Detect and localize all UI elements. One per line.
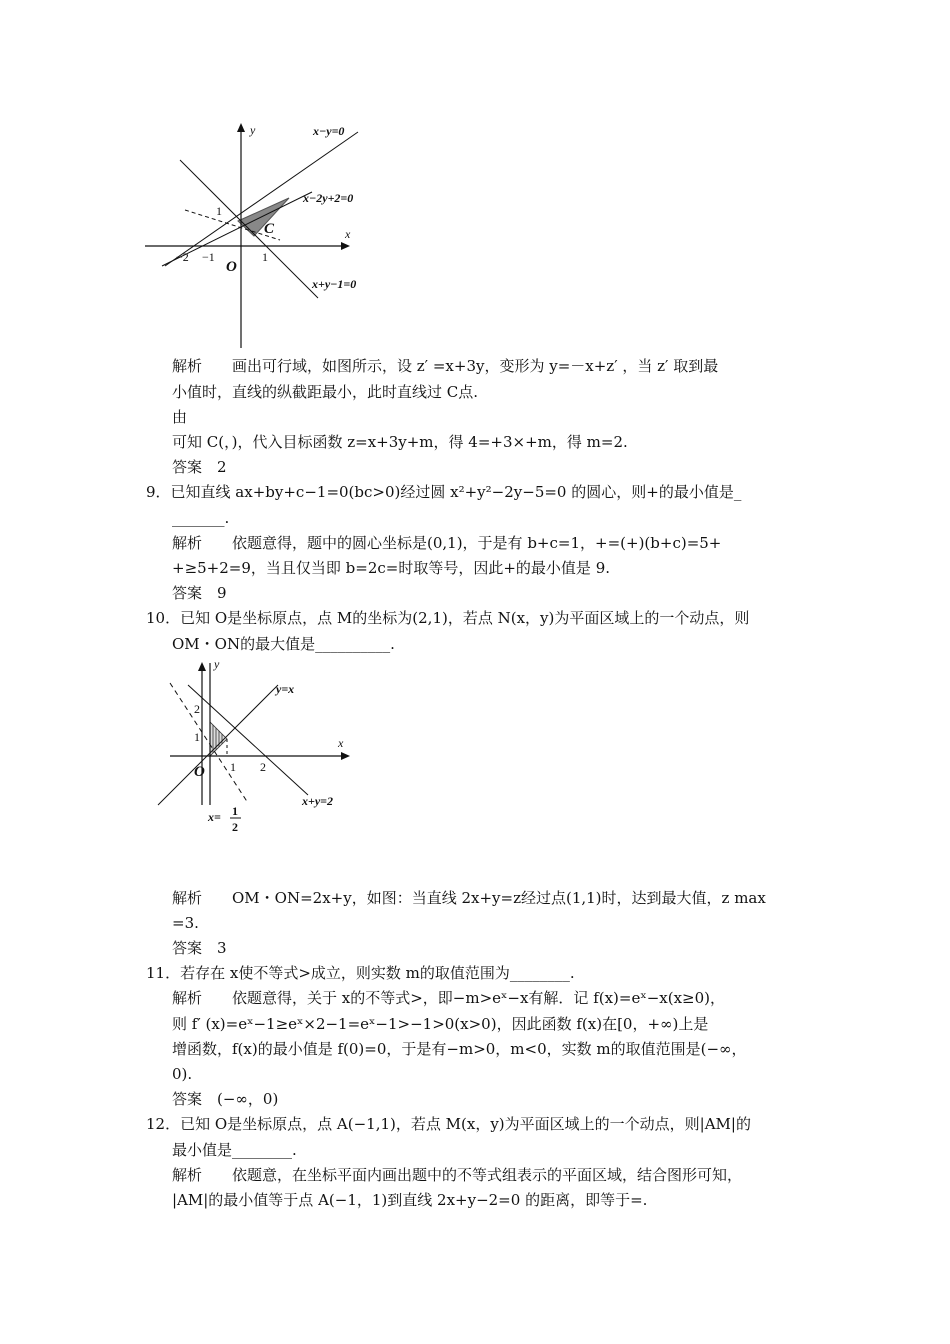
fig1-tick-m2: −2 [176, 250, 189, 264]
q9-answer: 答案 9 [172, 584, 227, 602]
x-axis-arrow [341, 752, 350, 760]
q10-solution-line-1: 解析 OM・ON=2x+y，如图：当直线 2x+y=z经过点(1,1)时，达到最大值，z max [172, 889, 766, 907]
fig2-tick-x2: 2 [260, 760, 266, 774]
fig2-o-label: O [194, 764, 205, 780]
line-y-eq-x [158, 685, 278, 805]
q9-solution-line-2: +≥5+2=9，当且仅当即 b=2c=时取等号，因此+的最小值是 9. [172, 559, 611, 577]
p8-solution-line-3: 可知 C(，)，代入目标函数 z=x+3y+m，得 4=+3×+m，得 m=2. [172, 433, 628, 451]
fig2-label-yx: y=x [276, 682, 295, 696]
y-axis-arrow [198, 662, 206, 671]
fig1-tick-y1: 1 [216, 204, 222, 218]
q11-solution-line-3: 增函数，f(x)的最小值是 f(0)=0，于是有−m>0，m<0，实数 m的取值范围是(−∞， [172, 1040, 747, 1058]
fig2-half-den: 2 [232, 820, 238, 834]
q12-solution-line-2: |AM|的最小值等于点 A(−1，1)到直线 2x+y−2=0 的距离，即等于=. [172, 1191, 648, 1209]
dashed-objective-line [170, 683, 248, 803]
fig1-line-label-3: x+y−1=0 [312, 277, 357, 291]
fig1-tick-m1: −1 [202, 250, 215, 264]
q11-solution-line-4: 0). [172, 1065, 193, 1083]
q11-solution-line-2: 则 f′ (x)=eˣ−1≥eˣ×2−1=eˣ−1>−1>0(x>0)，因此函数 f(x)在[0，+∞)上是 [172, 1015, 709, 1033]
fig2-x-label: x [338, 736, 344, 750]
q12-question-line-1: 12．已知 O是坐标原点，点 A(−1,1)，若点 M(x，y)为平面区域上的一个动点，则|AM|的 [146, 1115, 751, 1133]
p8-solution-line-2: 小值时，直线的纵截距最小，此时直线过 C点. [172, 383, 479, 401]
fig1-line-label-2: x−2y+2=0 [303, 191, 354, 205]
fig1-c-label: C [264, 221, 275, 237]
figure-1-feasible-region [140, 118, 380, 353]
fig1-o-label: O [226, 259, 237, 275]
p8-solution-line-1: 解析 画出可行域，如图所示，设 z′ =x+3y，变形为 y=－x+z′ ，当 z′ 取到最 [172, 357, 719, 375]
p8-you: 由 [172, 408, 188, 426]
q10-question-line-2: OM・ON的最大值是__________. [172, 635, 395, 653]
fig1-y-label: y [250, 123, 256, 137]
fig2-tick-y1: 1 [194, 730, 200, 744]
q10-question-line-1: 10．已知 O是坐标原点，点 M的坐标为(2,1)，若点 N(x，y)为平面区域上的一个动点，则 [146, 609, 750, 627]
fig2-label-xeq: x= [208, 810, 221, 824]
q11-solution-line-1: 解析 依题意得，关于 x的不等式>，即−m>eˣ−x有解．记 f(x)=eˣ−x(x≥0)， [172, 989, 726, 1007]
fig1-x-label: x [345, 227, 351, 241]
y-axis-arrow [237, 123, 245, 132]
fig2-half-num: 1 [232, 804, 238, 818]
line-x-plus-y-minus-1 [180, 160, 318, 298]
p8-answer: 答案 2 [172, 458, 227, 476]
q9-question-line-2: _______. [172, 509, 230, 527]
fig2-y-label: y [214, 657, 220, 671]
fig1-tick-x1: 1 [262, 250, 268, 264]
fig2-tick-y2: 2 [194, 702, 200, 716]
q12-question-line-2: 最小值是________. [172, 1141, 297, 1159]
fig2-label-xy2: x+y=2 [302, 794, 334, 808]
fig1-line-label-1: x−y=0 [313, 124, 345, 138]
line-x-plus-y-2 [188, 685, 308, 795]
q11-question-line-1: 11．若存在 x使不等式>成立，则实数 m的取值范围为________. [146, 964, 575, 982]
x-axis-arrow [341, 242, 350, 250]
fig2-tick-x1: 1 [230, 760, 236, 774]
q10-answer: 答案 3 [172, 939, 227, 957]
q9-question-line-1: 9．已知直线 ax+by+c−1=0(bc>0)经过圆 x²+y²−2y−5=0 的圆心，则+的最小值是_ [146, 483, 742, 501]
q11-answer: 答案 (−∞，0) [172, 1090, 279, 1108]
q10-solution-line-2: =3. [172, 914, 199, 932]
figure-2-feasible-region [148, 655, 358, 835]
q12-solution-line-1: 解析 依题意，在坐标平面内画出题中的不等式组表示的平面区域，结合图形可知， [172, 1166, 743, 1184]
q9-solution-line-1: 解析 依题意得，题中的圆心坐标是(0,1)，于是有 b+c=1，+=(+)(b+c)=5+ [172, 534, 722, 552]
